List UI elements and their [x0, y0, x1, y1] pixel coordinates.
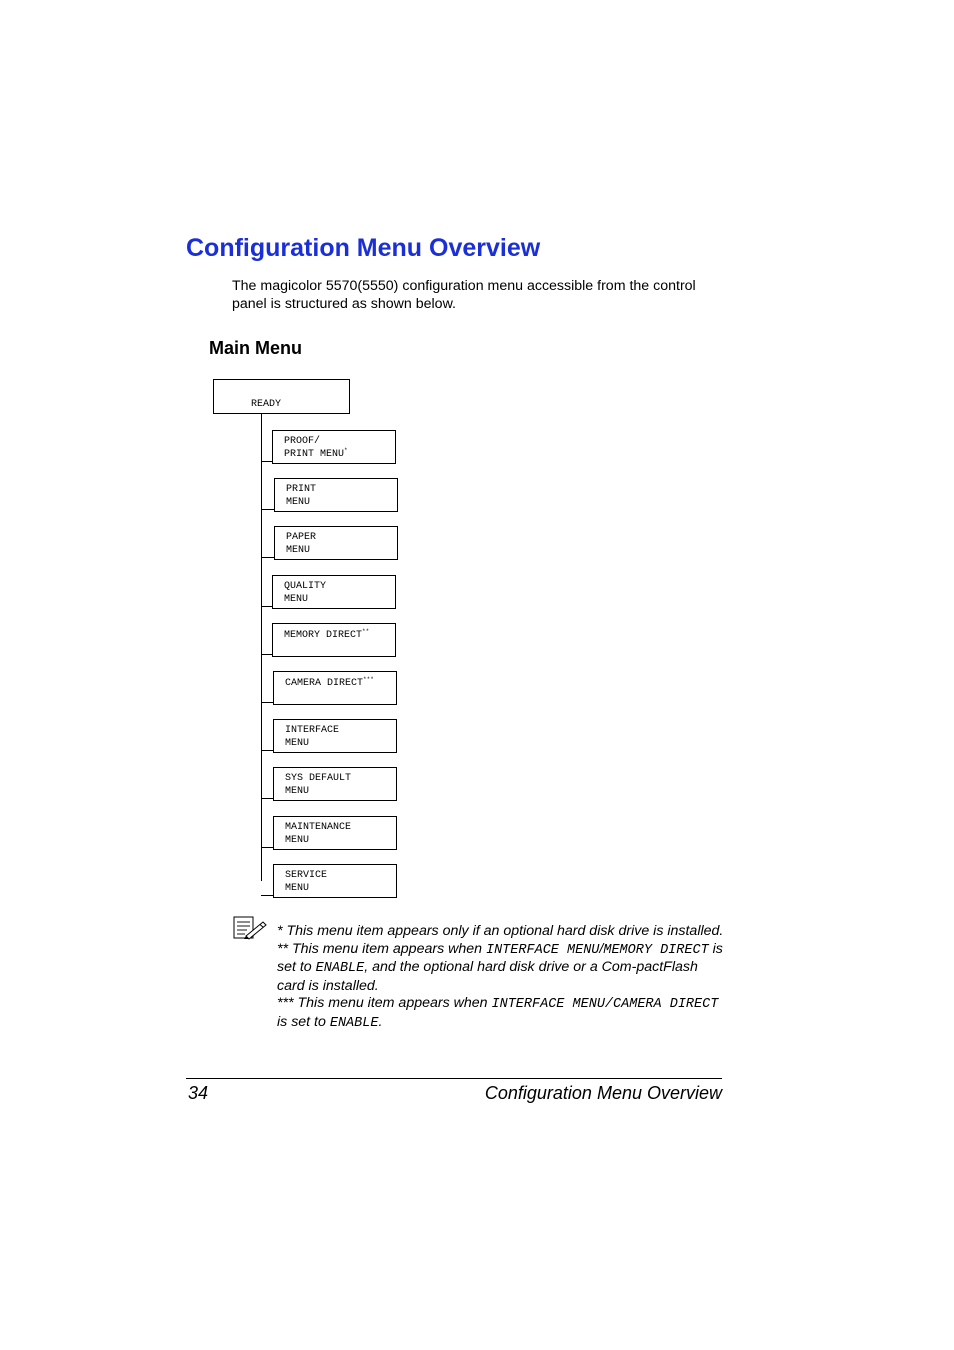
- menu-box: [274, 526, 398, 560]
- menu-box-label: PAPER: [286, 532, 317, 544]
- menu-box-label: PRINT: [286, 484, 317, 496]
- menu-box-label: MENU: [285, 882, 310, 894]
- menu-box: [273, 864, 397, 898]
- tree-branch-line: [261, 847, 273, 848]
- tree-branch-line: [261, 557, 274, 558]
- menu-box-label: CAMERA DIRECT***: [285, 676, 374, 689]
- menu-box-label: MENU: [286, 545, 311, 557]
- menu-box-label: INTERFACE: [285, 725, 340, 737]
- menu-box-label: SERVICE: [285, 869, 328, 881]
- footer-page-number: 34: [188, 1083, 209, 1103]
- intro-paragraph: The magicolor 5570(5550) configuration menu accessible from the control panel is structured as shown below.: [232, 278, 696, 312]
- menu-box: [273, 671, 397, 705]
- footnote-mark: **: [362, 627, 370, 635]
- menu-box: [272, 575, 396, 609]
- tree-branch-line: [261, 798, 273, 799]
- footnote-1: * This menu item appears only if an optional hard disk drive is installed.: [277, 923, 724, 939]
- page-title: Configuration Menu Overview: [186, 234, 541, 262]
- menu-box: [272, 430, 396, 464]
- note-pencil-icon: [233, 916, 267, 940]
- menu-box-label: PRINT MENU*: [284, 447, 348, 460]
- tree-branch-line: [261, 895, 273, 896]
- tree-trunk-line: [261, 413, 262, 881]
- menu-box-label: MEMORY DIRECT**: [284, 627, 370, 641]
- menu-box-label: READY: [251, 399, 282, 410]
- menu-box-ready: [213, 379, 350, 414]
- menu-box-label: PROOF/: [284, 436, 321, 447]
- menu-box: [273, 816, 397, 850]
- tree-branch-line: [261, 509, 274, 510]
- menu-box-label: QUALITY: [284, 580, 327, 592]
- tree-branch-line: [261, 702, 273, 703]
- footnote-3: *** This menu item appears when INTERFACE MENU/CAMERA DIRECT is set to ENABLE.: [277, 995, 719, 1031]
- menu-box-label: MENU: [284, 593, 309, 605]
- footer-title: Configuration Menu Overview: [484, 1083, 722, 1103]
- menu-box: [272, 623, 396, 657]
- menu-box: [274, 478, 398, 512]
- menu-box-label: MENU: [286, 497, 311, 509]
- footnote-mark: ***: [363, 676, 374, 683]
- menu-box: [273, 767, 397, 801]
- footnote-mark: *: [344, 447, 348, 454]
- footnote-2: ** This menu item appears when INTERFACE MENU/MEMORY DIRECT is set to ENABLE, and the optional hard disk drive or a Com-pactFlash card is installed.: [277, 940, 723, 994]
- tree-branch-line: [261, 750, 273, 751]
- footer-rule: [186, 1078, 722, 1079]
- menu-box-label: MENU: [285, 786, 310, 798]
- menu-box-label: MENU: [285, 738, 310, 750]
- tree-branch-line: [261, 461, 272, 462]
- menu-box-label: MENU: [285, 834, 310, 846]
- section-heading: Main Menu: [209, 338, 302, 358]
- tree-branch-line: [261, 606, 272, 607]
- menu-box: [273, 719, 397, 753]
- menu-box-label: MAINTENANCE: [285, 821, 352, 833]
- footnotes: [277, 923, 727, 1033]
- menu-box-label: SYS DEFAULT: [285, 773, 352, 785]
- tree-branch-line: [261, 654, 272, 655]
